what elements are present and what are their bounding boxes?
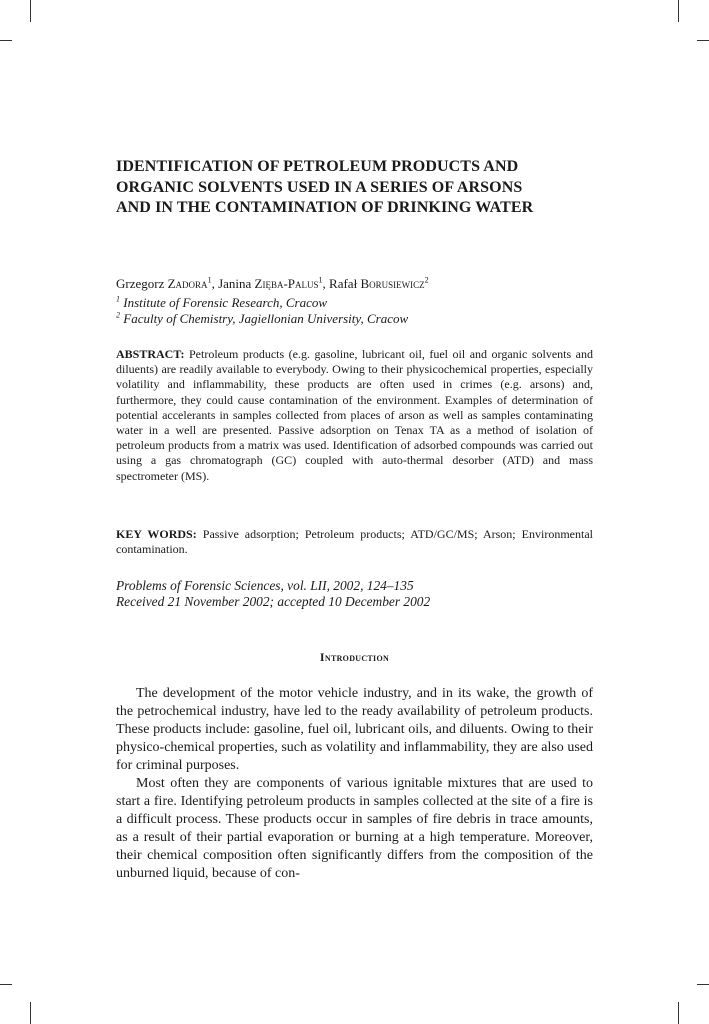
abstract-text: Petroleum products (e.g. gasoline, lubricant oil, fuel oil and organic solvents and diluents) are readily available to everybody. Owing to their physicochemical properties, especially volatility and inflammability, these products are often used in crimes (e.g. arsons) and, furthermore, they could cause contamination of the environment. Examples of determination of potential accelerants in samples collected from places of arson as well as samples contaminating water in a well are presented. Passive adsorption on Tenax TA as a method of isolation of petroleum products from a matrix was used. Identification of adsorbed compounds was carried out using a gas chromatograph (GC) coupled with auto-thermal desorber (ATD) and mass spectrometer (MS).	[116, 347, 593, 483]
journal-citation: Problems of Forensic Sciences, vol. LII, 2002, 124–135	[116, 578, 414, 593]
author: Janina Zięba-Palus$^1$,	[218, 275, 330, 291]
abstract-label: ABSTRACT:	[116, 347, 185, 361]
received-dates: Received 21 November 2002; accepted 10 December 2002	[116, 594, 431, 610]
crop-mark	[678, 1002, 679, 1024]
crop-mark	[697, 40, 709, 41]
abstract	[116, 347, 593, 484]
affiliation: $^1$ Institute of Forensic Research, Cracow	[116, 294, 328, 310]
affiliations	[116, 295, 593, 327]
body-text	[116, 685, 593, 883]
crop-mark	[30, 0, 31, 22]
affiliation: $^2$ Faculty of Chemistry, Jagiellonian University, Cracow	[116, 310, 409, 326]
section-heading: Introduction	[319, 650, 390, 664]
keywords	[116, 527, 593, 557]
keywords-text: Passive adsorption; Petroleum products; ATD/GC/MS; Arson; Environmental contamination.	[116, 527, 593, 557]
crop-mark	[0, 984, 12, 985]
crop-mark	[0, 40, 12, 41]
paragraph: Most often they are components of various ignitable mixtures that are used to start a fire. Identifying petroleum products in samples collected at the site of a fire is a difficult process. These products occur in samples of fire debris in trace amounts, as a result of their partial evaporation or burning at a high temperature. Moreover, their chemical composition often significantly differs from the composition of the unburned liquid, because of con-	[116, 776, 593, 881]
journal-info	[116, 578, 593, 610]
paragraph: The development of the motor vehicle industry, and in its wake, the growth of the petrochemical industry, have led to the ready availability of petroleum products. These products include: gasoline, fuel oil, lubricant oils, and diluents. Owing to their physico-chemical properties, such as volatility and inflammability, they are also used for criminal purposes.	[116, 686, 593, 773]
author: Grzegorz Zadora$^1$,	[116, 275, 219, 291]
author-list	[116, 275, 593, 292]
author: Rafał Borusiewicz$^2$	[329, 275, 429, 291]
paper-title: IDENTIFICATION OF PETROLEUM PRODUCTS AND ORGANIC SOLVENTS USED IN A SERIES OF ARSONS AND IN THE CONTAMINATION OF DRINKING WATER	[116, 158, 534, 216]
crop-mark	[678, 0, 679, 22]
crop-mark	[30, 1002, 31, 1024]
keywords-label: KEY WORDS:	[116, 527, 197, 541]
crop-mark	[697, 984, 709, 985]
